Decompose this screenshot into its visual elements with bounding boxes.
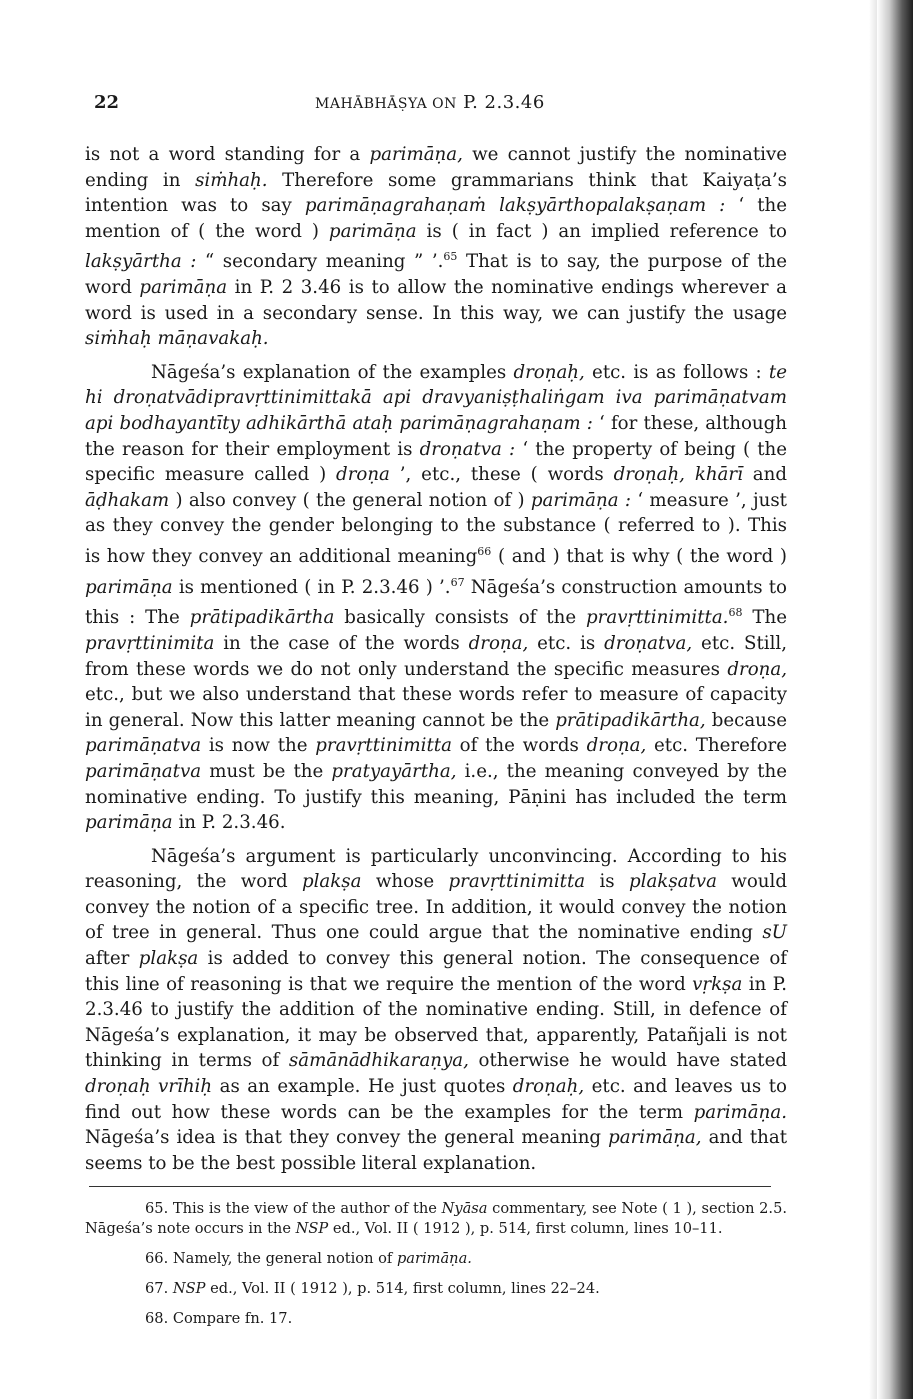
italic-term: droṇa, (586, 735, 647, 757)
text-run: is (585, 871, 629, 893)
footnote-rule (89, 1186, 771, 1187)
footnote-65 (85, 1199, 787, 1239)
text-run: ‘ the property of being ( the specific measure called ) (85, 438, 787, 486)
text-run: in P. 2.3.46. (172, 812, 286, 834)
text-run: ) also convey ( the general notion of ) (169, 489, 531, 511)
text-run: ( and ) that is why ( the word ) (491, 546, 788, 568)
paragraph-1 (85, 142, 787, 352)
italic-term: lakṣyārtha : (85, 251, 197, 273)
italic-term: parimāṇatva (85, 760, 202, 782)
text-run: ‘ for these, although the reason for their employment is (85, 413, 787, 460)
italic-term: droṇatva : (419, 438, 516, 460)
italic-term: siṁhaḥ. (195, 169, 268, 191)
text-run: 68. Compare fn. 17. (145, 1310, 293, 1328)
text-run: we cannot justify the nominative ending in (85, 144, 787, 191)
text-run: 66. Namely, the general notion of (145, 1250, 397, 1268)
text-run: etc. is (528, 632, 605, 654)
text-run: 67. (145, 1280, 173, 1298)
italic-term: parimāṇa (139, 277, 228, 299)
italic-term: āḍhakam (85, 489, 170, 511)
italic-term: sāmānādhikaraṇya, (288, 1050, 469, 1072)
italic-term: droṇa, (468, 632, 529, 654)
text-run: i.e., the meaning conveyed by the nominative ending. To justify this meaning, Pāṇini has included the term (85, 760, 787, 808)
text-run: Therefore some grammarians think that Kaiyaṭa’s intention was to say (85, 169, 788, 217)
italic-term: parimāṇa. (396, 1250, 472, 1268)
text-run: is mentioned ( in P. 2.3.46 ) ’. (172, 576, 451, 598)
footnote-66 (85, 1249, 787, 1269)
italic-term: droṇatva, (604, 632, 693, 654)
text-run: Nāgeśa’s explanation of the examples (151, 361, 514, 383)
italic-term: parimāṇa. (693, 1101, 787, 1123)
footnote-ref: 68 (728, 606, 743, 620)
text-run: etc., but we also understand that these words refer to measure of capacity in general. Now this latter meaning cannot be the (85, 684, 787, 731)
italic-term: prātipadikārtha, (555, 709, 706, 731)
footnote-67 (85, 1279, 787, 1299)
italic-term: droṇa (336, 464, 390, 486)
page (85, 92, 787, 1339)
italic-term: plakṣa (301, 871, 362, 893)
page-number: 22 (94, 92, 120, 113)
italic-term: vṛkṣa (692, 973, 743, 995)
text-run: The (742, 607, 787, 629)
text-run: would convey the notion of a specific tree. In addition, it would convey the notion of tree in general. Thus one could argue that the nominative ending (85, 871, 787, 944)
text-run: after (85, 948, 139, 970)
text-run: That is to say, the purpose of the word (85, 251, 787, 299)
text-run: ed., Vol. II ( 1912 ), p. 514, first column, lines 22–24. (205, 1280, 600, 1298)
scan-edge-shadow (877, 0, 913, 1399)
body-text (85, 142, 787, 1176)
italic-term: droṇaḥ, (512, 1076, 585, 1098)
text-run: etc. Therefore (646, 735, 787, 757)
text-run: otherwise he would have stated (468, 1050, 787, 1072)
running-head (315, 92, 545, 113)
text-run: ed., Vol. II ( 1912 ), p. 514, first column, lines 10–11. (328, 1220, 723, 1238)
italic-term: siṁhaḥ māṇavakaḥ. (85, 328, 269, 350)
italic-term: droṇa, (727, 658, 787, 680)
italic-term: pravṛttinimitta (315, 735, 452, 757)
text-run: etc. is as follows : (584, 361, 769, 383)
text-run: Nāgeśa’s argument is particularly unconvincing. According to his reasoning, the word (85, 845, 787, 893)
italic-term: parimāṇa (328, 220, 417, 242)
text-run: and (742, 464, 787, 486)
italic-term: pratyayārtha, (331, 760, 457, 782)
text-run: “ secondary meaning ” ’. (196, 251, 444, 273)
running-head-ref: P. 2.3.46 (463, 92, 545, 113)
footnote-ref: 66 (477, 544, 492, 558)
italic-term: sU (762, 922, 787, 944)
text-run: whose (361, 871, 449, 893)
running-head-title: MAHĀBHĀṢYA ON (315, 96, 457, 112)
text-run: basically consists of the (334, 607, 587, 629)
italic-term: parimāṇa : (530, 489, 631, 511)
text-run: must be the (201, 760, 332, 782)
paragraph-3 (85, 844, 787, 1177)
footnote-ref: 65 (443, 250, 458, 264)
italic-term: droṇaḥ vrīhiḥ (85, 1076, 213, 1098)
text-run: in P. 2 3.46 is to allow the nominative endings wherever a word is used in a secondary sense. In this way, we can justify the usage (85, 277, 787, 324)
text-run: in the case of the words (214, 632, 469, 654)
italic-term: parimāṇa, (608, 1127, 702, 1149)
italic-term: plakṣa (138, 948, 199, 970)
footnote-68 (85, 1309, 787, 1329)
text-run: ‘ measure ’, just as they convey the gender belonging to the substance ( referred to ). This is how they convey an additional meaning (85, 489, 787, 568)
footnote-ref: 67 (450, 575, 465, 589)
italic-term: te hi droṇatvādipravṛttinimittakā api dravyaniṣṭhaliṅgam iva parimāṇatvam api bodhayantīty adhikārthā ataḥ parimāṇagrahaṇam : (85, 361, 787, 434)
text-run: and that seems to be the best possible literal explanation. (85, 1127, 787, 1174)
italic-term: parimāṇa, (369, 144, 463, 165)
text-run: etc. Still, from these words we do not only understand the specific measures (85, 632, 787, 680)
text-run: of the words (451, 735, 587, 757)
italic-term: parimāṇatva (85, 735, 202, 757)
text-run: as an example. He just quotes (212, 1076, 513, 1098)
footnotes (85, 1199, 787, 1329)
page-header (85, 92, 787, 122)
italic-term: droṇaḥ, (513, 361, 585, 383)
text-run: Nāgeśa’s idea is that they convey the general meaning (85, 1127, 609, 1149)
text-run: is added to convey this general notion. The consequence of this line of reasoning is that we require the mention of the word (85, 948, 787, 995)
italic-term: Nyāsa (441, 1200, 488, 1218)
paragraph-2 (85, 360, 787, 836)
text-run: is not a word standing for a (85, 144, 370, 165)
text-run: ‘ the mention of ( the word ) (85, 195, 787, 242)
text-run: commentary, see Note ( 1 ), section 2.5. Nāgeśa’s note occurs in the (85, 1200, 787, 1238)
text-run: is now the (201, 735, 316, 757)
text-run: because (705, 709, 787, 731)
italic-term: NSP (295, 1220, 329, 1238)
text-run: in P. 2.3.46 to justify the addition of the nominative ending. Still, in defence of Nāgeśa’s explanation, it may be observed that, apparently, Patañjali is not thinking in terms of (85, 973, 787, 1072)
italic-term: prātipadikārtha (189, 607, 335, 629)
italic-term: parimāṇa (85, 812, 173, 834)
italic-term: pravṛttinimita (85, 632, 215, 654)
text-run: 65. This is the view of the author of the (145, 1200, 442, 1218)
text-run: ’, etc., these ( words (389, 464, 614, 486)
scan-edge-highlight (869, 0, 877, 1399)
text-run: is ( in fact ) an implied reference to (416, 220, 787, 242)
italic-term: plakṣatva (629, 871, 717, 893)
italic-term: parimāṇa (85, 576, 173, 598)
italic-term: droṇaḥ, khārī (613, 464, 743, 486)
italic-term: parimāṇagrahaṇaṁ lakṣyārthopalakṣaṇam : (304, 195, 726, 217)
text-run: etc. and leaves us to find out how these words can be the examples for the term (85, 1076, 787, 1123)
italic-term: NSP (172, 1280, 206, 1298)
text-run: Nāgeśa’s construction amounts to this : The (85, 576, 787, 629)
italic-term: pravṛttinimitta. (586, 607, 729, 629)
italic-term: pravṛttinimitta (448, 871, 586, 893)
